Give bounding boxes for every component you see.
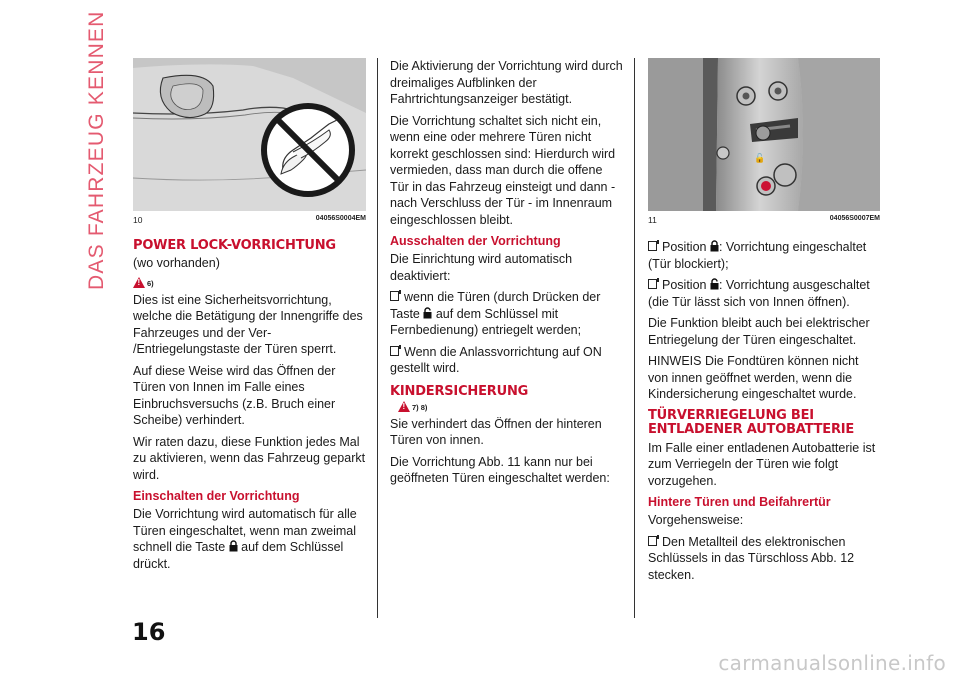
watermark: carmanualsonline.info [718,651,946,675]
figure-10-door-handle [133,58,366,211]
paragraph: HINWEIS Die Fondtüren können nicht von innen geöffnet werden, wenn die Kindersicherung eingeschaltet wurde. [648,354,859,401]
warning-reference [398,401,623,412]
bullet-icon [648,241,657,251]
figure-code: 04056S0007EM [829,215,880,222]
paragraph: Die Funktion bleibt auch bei elektrischer Entriegelung der Türen eingeschaltet. [648,316,870,347]
heading-power-lock: POWER LOCK-VORRICHTUNG [133,238,336,253]
column-2 [390,58,623,492]
paragraph: Wir raten dazu, diese Funktion jedes Mal zu aktivieren, wenn das Fahrzeug geparkt wird. [133,434,366,482]
subtitle: (wo vorhanden) [133,256,220,270]
paragraph: Im Falle einer entladenen Autobatterie ist zum Verriegeln der Türen wie folgt vorzugehen. [648,440,876,488]
subheading-rear-doors: Hintere Türen und Beifahrertür [648,495,831,509]
warning-triangle-icon [133,277,145,288]
bullet-icon [390,346,399,356]
figure-caption [133,215,366,225]
paragraph: Die Vorrichtung wird automatisch für alle Türen eingeschaltet, wenn man zweimal schnell die Taste auf dem Schlüssel drückt. [133,507,357,571]
column-divider [377,58,378,618]
page-number: 16 [132,618,166,646]
figure-number: 10 [133,215,143,225]
paragraph: Die Einrichtung wird automatisch deaktiviert: [390,252,573,283]
figure-11-child-lock [648,58,880,211]
warning-reference [133,277,366,288]
list-item: Den Metallteil des elektronischen Schlüssels in das Türschloss Abb. 12 stecken. [648,534,855,582]
paragraph: Vorgehensweise: [648,513,744,527]
list-item: Wenn die Anlassvorrichtung auf ON gestellt wird. [390,344,602,375]
child-lock-illustration [648,58,880,211]
bullet-icon [648,279,657,289]
heading-battery-lock: TÜRVERRIEGELUNG BEI ENTLADENER AUTOBATTERIE [648,407,855,437]
lock-closed-icon [710,240,719,252]
bullet-icon [390,291,399,301]
figure-code: 04056S0004EM [315,215,366,222]
warning-ref-link[interactable]: 7) 8) [412,402,428,412]
figure-number: 11 [648,215,657,225]
heading-kindersicherung: KINDERSICHERUNG [390,383,529,399]
paragraph: Die Vorrichtung Abb. 11 kann nur bei geöffneten Türen eingeschaltet werden: [390,454,610,485]
bullet-icon [648,536,657,546]
paragraph: Sie verhindert das Öffnen der hinteren Türen von innen. [390,416,602,447]
section-side-title: DAS FAHRZEUG KENNEN [85,10,108,290]
svg-text:🔓: 🔓 [754,154,766,164]
paragraph: Dies ist eine Sicherheitsvorrichtung, welche die Betätigung der Innengriffe des Fahrzeuges und der Ver- /Entriegelungstaste der Türen sperrt. [133,292,363,356]
list-item: wenn die Türen (durch Drücken der Taste auf dem Schlüssel mit Fernbedienung) entriegelt werden; [390,290,601,337]
lock-open-icon [710,278,719,290]
paragraph: Die Vorrichtung schaltet sich nicht ein, wenn eine oder mehrere Türen nicht korrekt geschlossen sind: Hierdurch wird vermieden, dass man durch die offene Tür in das Fahrzeug einsteigt und dann - nach Verschluss der Tür - im Innenraum eingeschlossen bleibt. [390,113,616,227]
paragraph: Auf diese Weise wird das Öffnen der Türen von Innen im Falle eines Einbruchsversuchs (z.B. Bruch einer Scheibe) verhindert. [133,363,336,427]
column-divider [634,58,635,618]
warning-triangle-icon [398,401,410,412]
lock-open-icon [423,307,432,319]
warning-ref-link[interactable]: 6) [147,278,154,288]
subheading-deactivate: Ausschalten der Vorrichtung [390,234,561,248]
list-item: Position : Vorrichtung eingeschaltet (Tür blockiert); [648,240,867,271]
list-item: Position : Vorrichtung ausgeschaltet (die Tür lässt sich von Innen öffnen). [648,278,870,309]
door-handle-illustration [133,58,366,211]
column-3 [648,58,880,588]
column-1 [133,58,366,577]
lock-closed-icon [229,540,238,552]
subheading-activate: Einschalten der Vorrichtung [133,489,300,503]
figure-caption [648,215,880,225]
paragraph: Die Aktivierung der Vorrichtung wird durch dreimaliges Aufblinken der Fahrtrichtungsanzeiger bestätigt. [390,59,623,106]
